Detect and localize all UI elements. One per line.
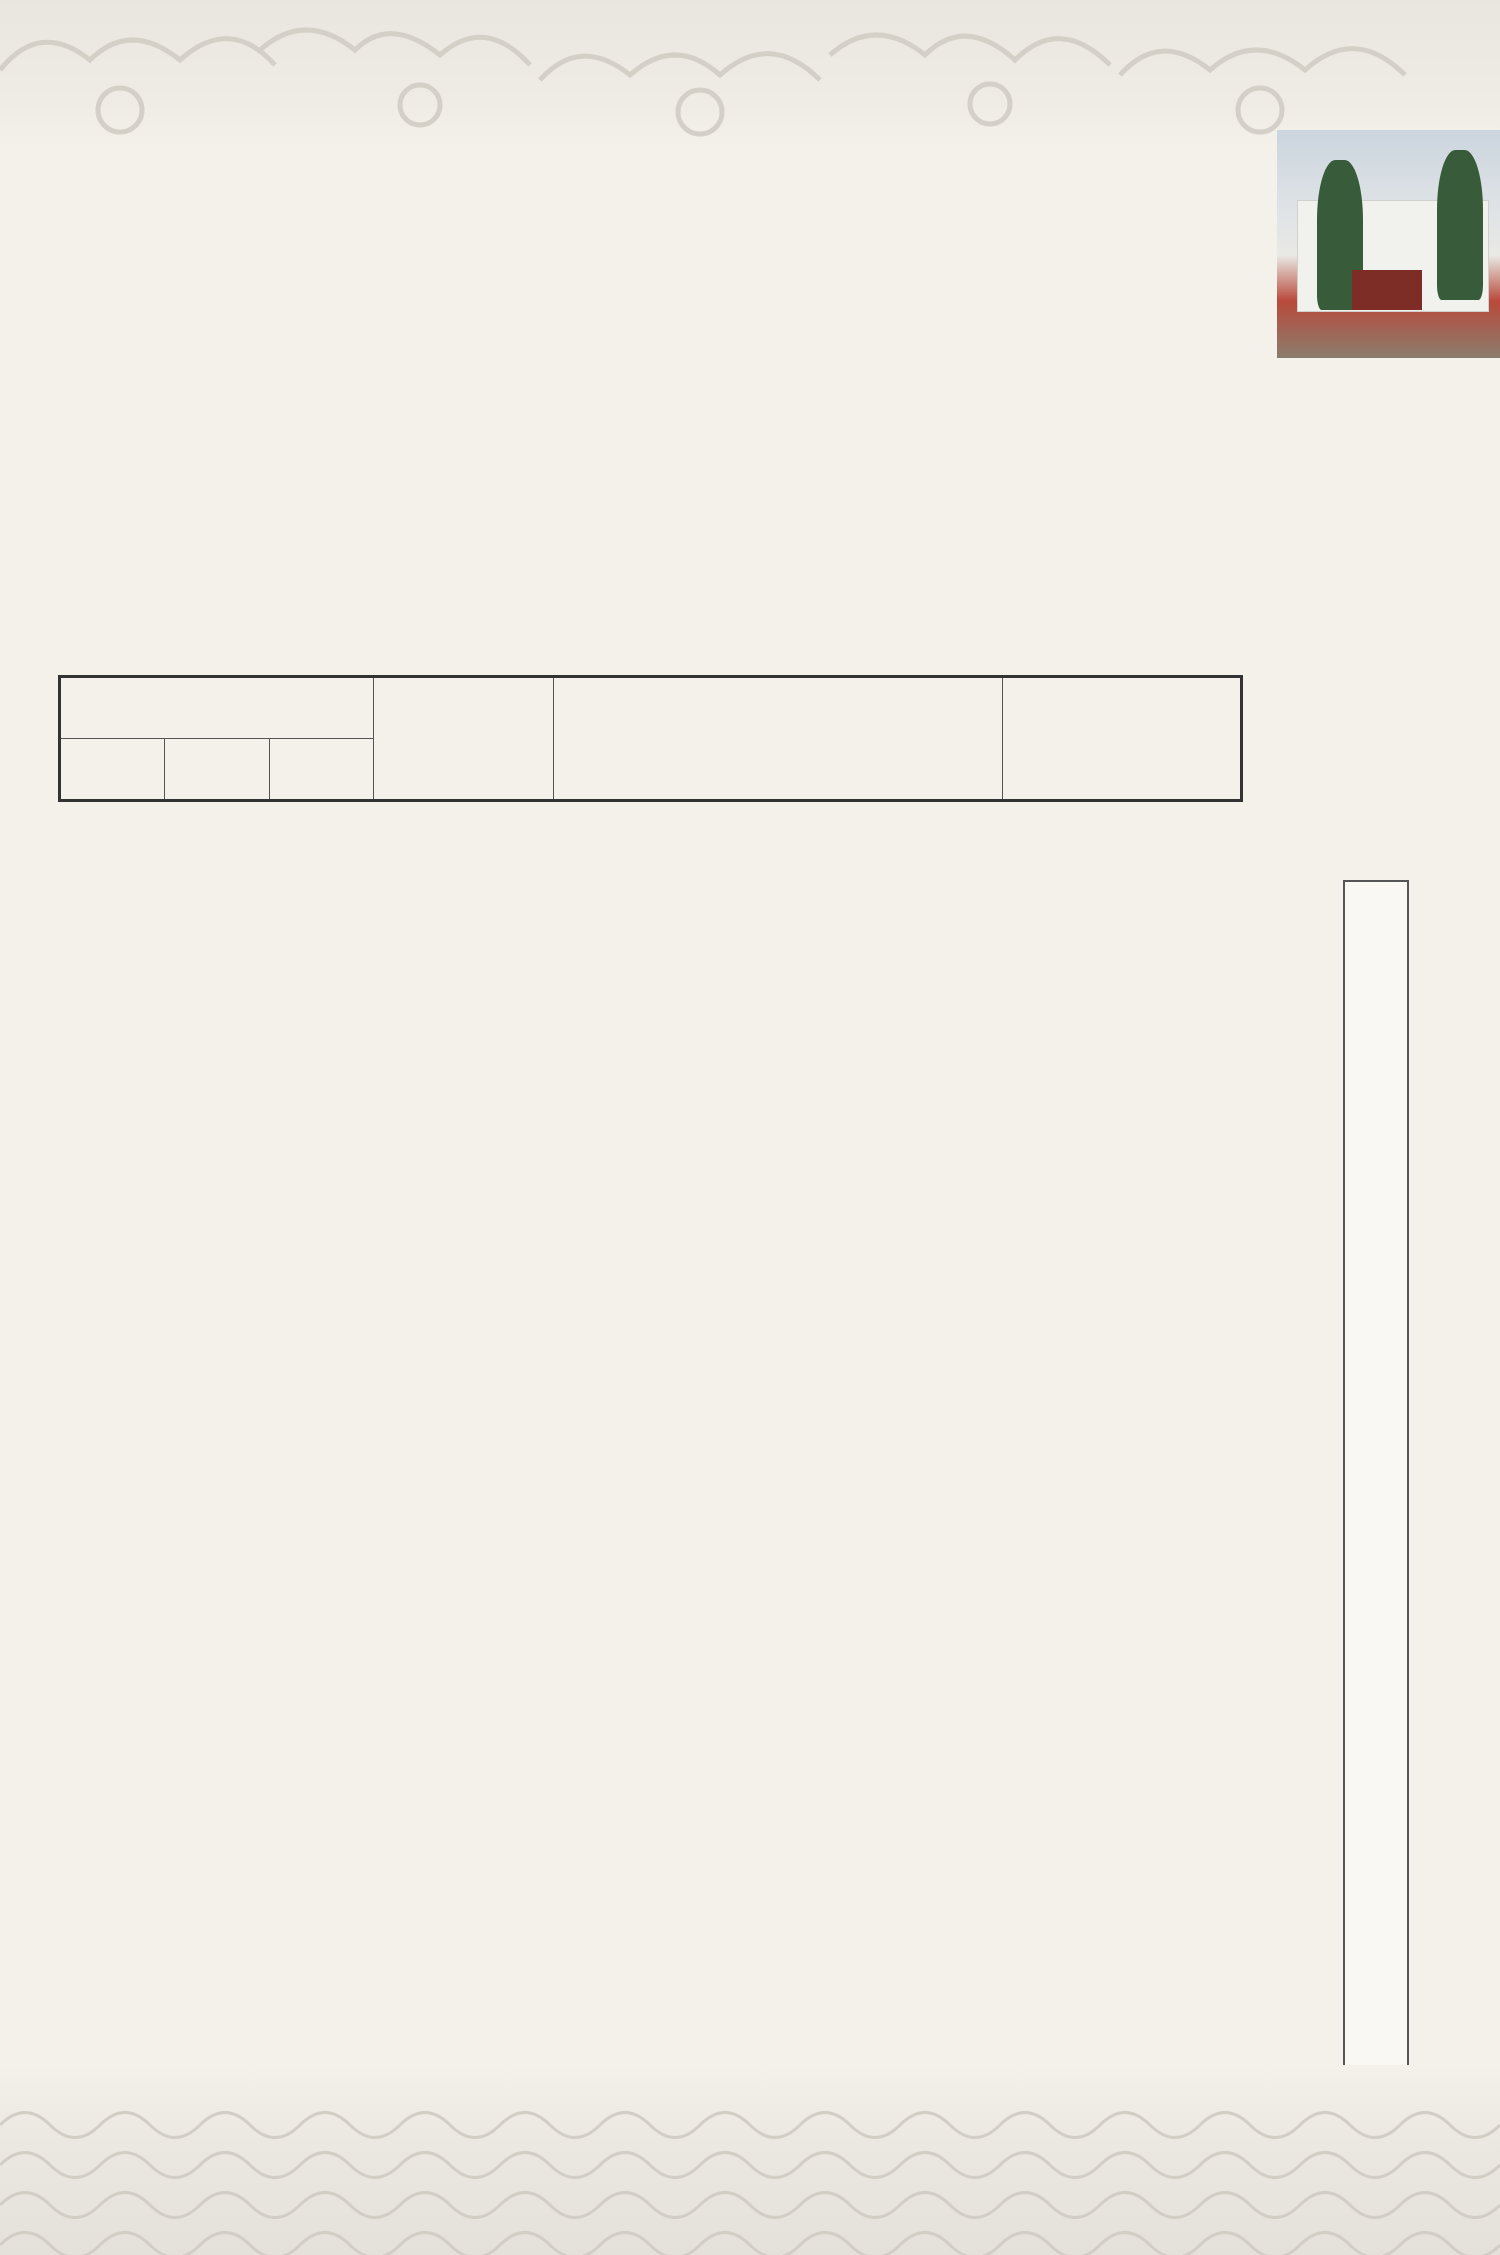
header-activity-name bbox=[553, 677, 1002, 801]
header-month bbox=[60, 739, 165, 801]
wave-pattern-footer bbox=[0, 2065, 1500, 2255]
town-office-photo bbox=[1277, 130, 1500, 358]
cloud-pattern-header bbox=[0, 0, 1500, 150]
wave-pattern-icon bbox=[0, 2065, 1500, 2255]
photo-entrance bbox=[1352, 270, 1422, 310]
header-date-group bbox=[60, 677, 374, 739]
header-festival bbox=[374, 677, 554, 801]
header-note bbox=[1002, 677, 1241, 801]
activity-plan-table bbox=[58, 675, 1243, 802]
header-weekday bbox=[269, 739, 374, 801]
chapter-sidebar bbox=[1343, 880, 1409, 2074]
photo-tree bbox=[1437, 150, 1483, 300]
cloud-pattern-icon bbox=[0, 0, 1500, 150]
header-day bbox=[164, 739, 269, 801]
